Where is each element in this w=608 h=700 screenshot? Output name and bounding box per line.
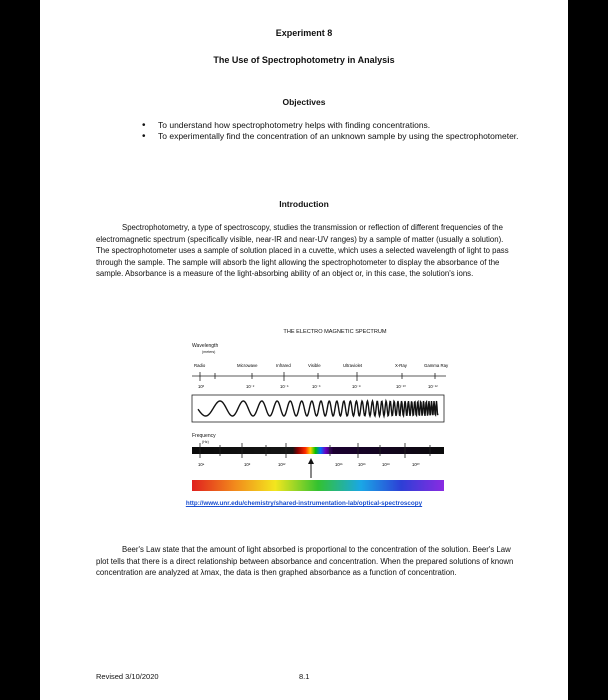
frequency-tick: 10⁴ <box>198 462 205 467</box>
frequency-tick: 10⁸ <box>244 462 251 467</box>
frequency-tick: 10¹² <box>278 462 286 467</box>
visible-spectrum-bar <box>192 480 444 491</box>
wavelength-unit: (meters) <box>202 350 216 354</box>
beers-law-paragraph <box>96 544 516 579</box>
figure-source-link[interactable]: http://www.unr.edu/chemistry/shared-instrumentation-lab/optical-spectroscopy <box>185 500 423 507</box>
region-label: Infrared <box>276 363 291 368</box>
objectives-list <box>140 120 540 142</box>
wavelength-tick: 10⁻⁸ <box>352 384 361 389</box>
page-number: 8.1 <box>299 672 310 681</box>
wavelength-tick: 10⁻⁵ <box>280 384 289 389</box>
wavelength-tick: 10⁻⁶ <box>312 384 321 389</box>
frequency-label: Frequency <box>192 433 216 439</box>
wavelength-label: Wavelength <box>192 343 219 349</box>
region-label: Visible <box>308 363 321 368</box>
wavelength-tick: 10⁻² <box>246 384 255 389</box>
wavelength-tick-marks <box>200 372 435 381</box>
experiment-subtitle: The Use of Spectrophotometry in Analysis <box>213 55 395 65</box>
electromagnetic-spectrum-figure <box>190 325 480 497</box>
objective-item: • To understand how spectrophotometry helps with finding concentrations. <box>140 120 540 131</box>
region-label: X-Ray <box>395 363 407 368</box>
wavelength-tick: 10³ <box>198 384 205 389</box>
frequency-tick: 10²⁰ <box>412 462 420 467</box>
beers-law-text: Beer's Law state that the amount of light absorbed is proportional to the concentration of the solution. Beer's Law plot tells that there is a direct relationship between absorbance and concentration. When the prepared solutions of known concentration are analyzed at λmax, the data is then graphed absorbance as a function of concentration. <box>96 545 514 578</box>
wavelength-tick: 10⁻¹² <box>428 384 438 389</box>
frequency-bar <box>192 447 444 454</box>
frequency-unit: (Hz) <box>202 440 209 444</box>
experiment-title: Experiment 8 <box>275 28 333 38</box>
revised-date: Revised 3/10/2020 <box>96 672 159 681</box>
region-label: Radio <box>194 363 206 368</box>
wavelength-tick: 10⁻¹⁰ <box>396 384 406 389</box>
introduction-heading: Introduction <box>279 199 329 209</box>
region-label: Gamma Ray <box>424 363 449 368</box>
figure-title: THE ELECTRO MAGNETIC SPECTRUM <box>283 329 387 335</box>
frequency-tick: 10¹⁵ <box>335 462 343 467</box>
objectives-heading: Objectives <box>282 97 326 107</box>
frequency-tick: 10¹⁸ <box>382 462 390 467</box>
region-label: Microwave <box>237 363 258 368</box>
introduction-text: Spectrophotometry, a type of spectroscopy, studies the transmission or reflection of different frequencies of the electromagnetic spectrum (specifically visible, near-IR and near-UV ranges) by a sample of matter (usually a solution). The spectrophotometer uses a sample of solution placed in a cuvette, which uses a selected wavelength of light to pass through the sample. The sample will absorb the light allowing the spectrophotometer to display the absorbance of the sample. Absorbance is a measure of the light-absorbing ability of an object or, in this case, the solution's ions. <box>96 223 509 279</box>
objective-item: • To experimentally find the concentration of an unknown sample by using the spectrophotometer. <box>140 131 540 142</box>
introduction-paragraph <box>96 222 516 280</box>
region-label: Ultraviolet <box>343 363 363 368</box>
visible-arrow-head-icon <box>308 458 314 464</box>
frequency-tick: 10¹⁶ <box>358 462 366 467</box>
document-page <box>40 0 568 700</box>
